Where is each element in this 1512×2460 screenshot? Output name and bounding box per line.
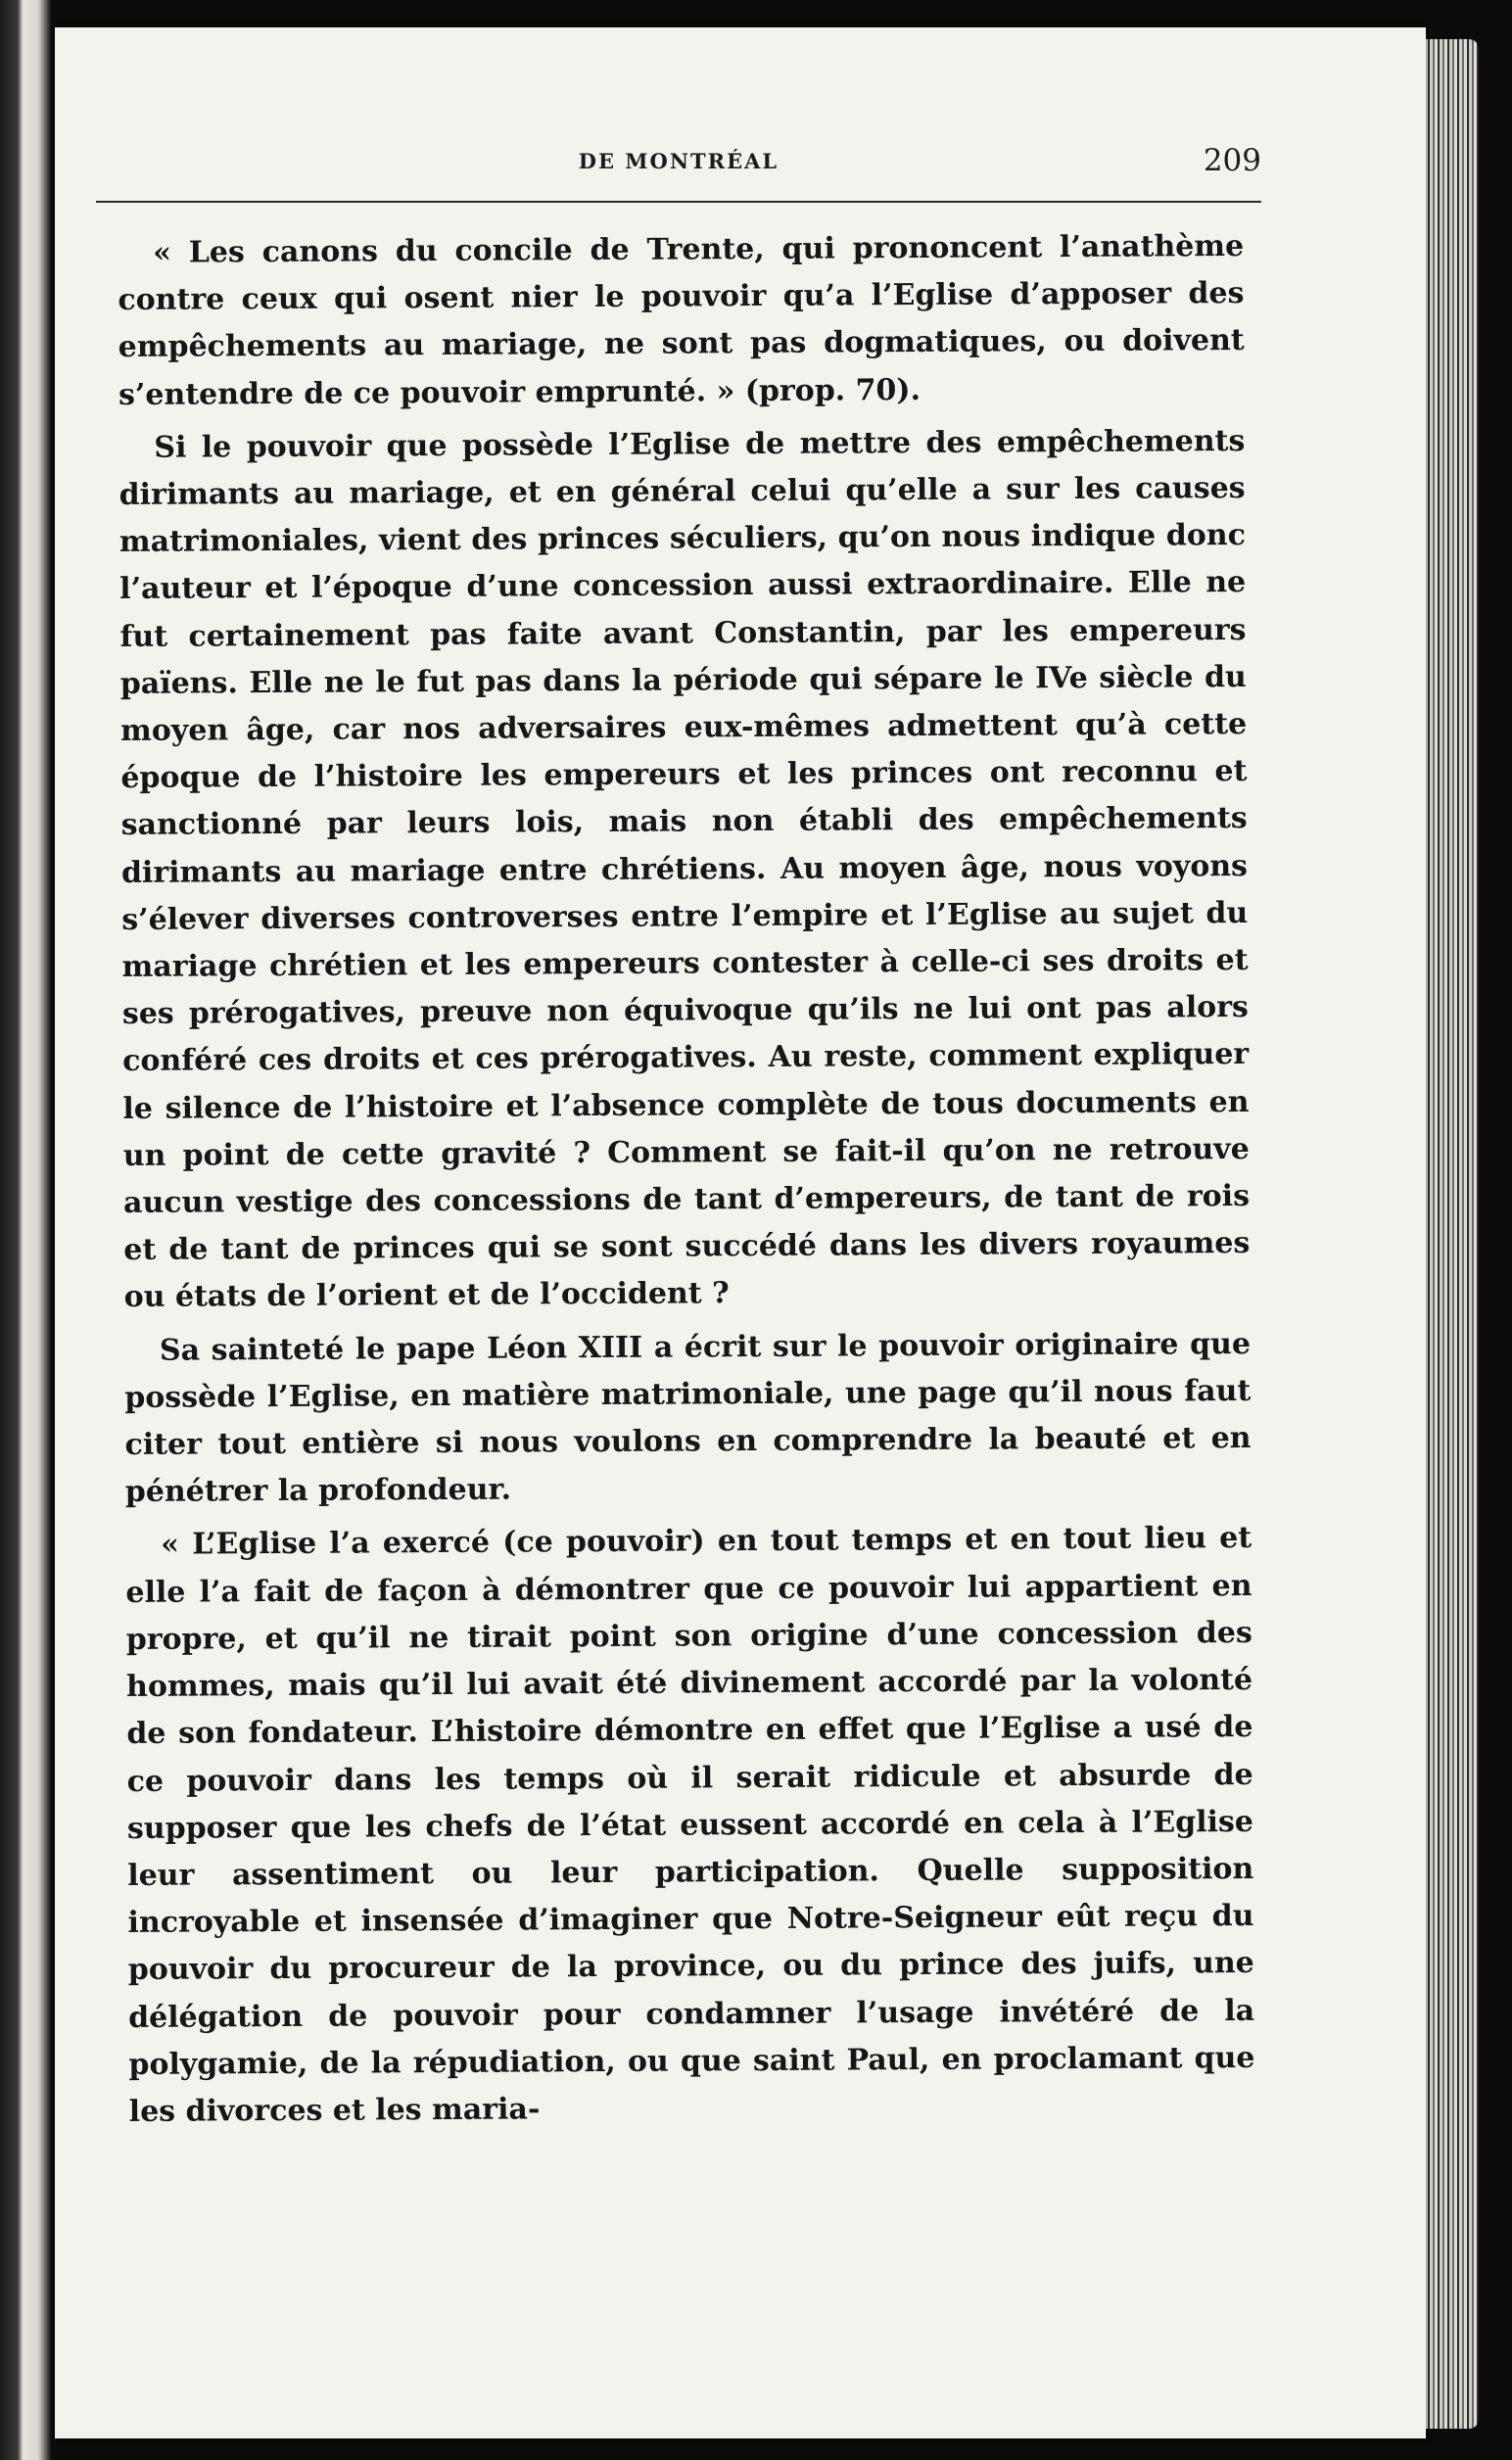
body-text — [118, 223, 1255, 2142]
paragraph-leon-xiii: Sa sainteté le pape Léon XIII a écrit sur le pouvoir originaire que possède l’Eglise, en matière matrimoniale, une page qu’il nous faut citer tout entière si nous voulons en comprendre la beauté et en pénétrer la profondeur. — [124, 1326, 1252, 1510]
paragraph-encyclical-quote: « L’Eglise l’a exercé (ce pouvoir) en tout temps et en tout lieu et elle l’a fait de façon à démontrer que ce pouvoir lui appartient en propre, et qu’il ne tirait point son origine d’une concession des hommes, mais qu’il lui avait été divinement accordé par la volonté de son fondateur. L’histoire démontre en effet que l’Eglise a usé de ce pouvoir dans les temps où il serait ridicule et absurde de supposer que les chefs de l’état eussent accordé en cela à l’Eglise leur assentiment ou leur participation. Quelle supposition incroyable et insensée d’imaginer que Notre-Seigneur eût reçu du pouvoir du procureur de la province, ou du prince des juifs, une délégation de pouvoir pour condamner l’usage invétéré de la polygamie, de la répudiation, ou que saint Paul, en proclamant que les divorces et les maria- — [125, 1521, 1255, 2129]
left-page-edge — [0, 0, 51, 2460]
page-number: 209 — [1203, 143, 1261, 178]
paragraph-quote-prop-70: « Les canons du concile de Trente, qui prononcent l’anathème contre ceux qui osent nier le pouvoir qu’a l’Eglise d’apposer des empêchements au mariage, ne sont pas dogmatiques, ou doivent s’entendre de ce pouvoir emprunté. » (prop. 70). — [118, 228, 1245, 412]
running-title: DE MONTRÉAL — [578, 149, 780, 173]
running-header — [96, 143, 1261, 192]
paragraph-argument: Si le pouvoir que possède l’Eglise de mettre des empêchements dirimants au mariage, et en général celui qu’elle a sur les causes matrimoniales, vient des princes séculiers, qu’on nous indique donc l’auteur et l’époque d’une concession aussi extraordinaire. Elle ne fut certainement pas faite avant Constantin, par les empereurs païens. Elle ne le fut pas dans la période qui sépare le IVe siècle du moyen âge, car nos adversaires eux-mêmes admettent qu’à cette époque de l’histoire les empereurs et les princes ont reconnu et sanctionné par leurs lois, mais non établi des empêchements dirimants au mariage entre chrétiens. Au moyen âge, nous voyons s’élever diverses controverses entre l’empire et l’Eglise au sujet du mariage chrétien et les empereurs contester à celle-ci ses droits et ses prérogatives, preuve non équivoque qu’ils ne lui ont pas alors conféré ces droits et ces prérogatives. Au reste, comment expliquer le silence de l’histoire et l’absence complète de tous documents en un point de cette gravité ? Comment se fait-il qu’on ne retrouve aucun vestige des concessions de tant d’empereurs, de tant de rois et de tant de princes qui se sont succédé dans les divers royaumes ou états de l’orient et de l’occident ? — [118, 423, 1251, 1315]
header-rule — [96, 201, 1261, 203]
